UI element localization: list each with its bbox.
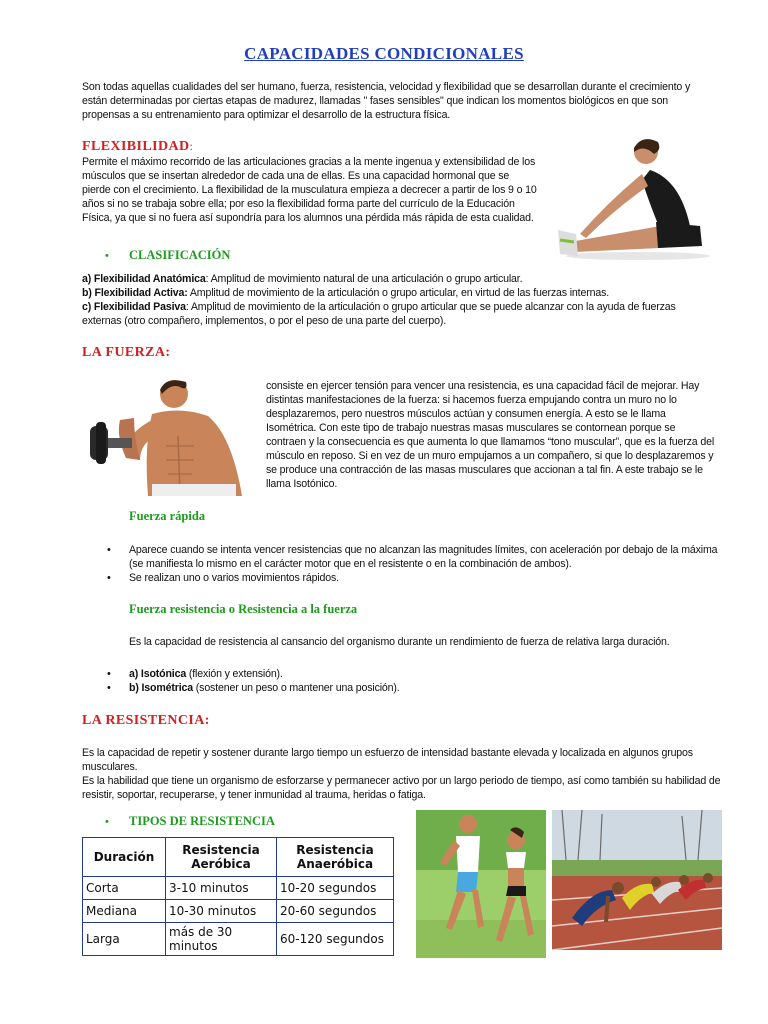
- tipos-resistencia-heading: • TIPOS DE RESISTENCIA: [129, 814, 275, 829]
- table-cell: 10-20 segundos: [277, 877, 394, 900]
- item-term: b) Flexibilidad Activa:: [82, 287, 188, 299]
- item-desc: (flexión y extensión).: [186, 668, 283, 680]
- flexibilidad-item-anatomica: [82, 272, 714, 286]
- table-cell: 10-30 minutos: [166, 900, 277, 923]
- sprinters-start-image: [552, 810, 722, 950]
- fuerza-rapida-list: [129, 543, 719, 585]
- fuerza-resistencia-paragraph: Es la capacidad de resistencia al cansancio del organismo durante un rendimiento de fuerza de relativa larga duración.: [129, 636, 670, 648]
- resistencia-paragraph-1: Es la capacidad de repetir y sostener durante largo tiempo un esfuerzo de intensidad bastante elevada y localizada en algunos grupos musculares.: [82, 747, 693, 773]
- flexibilidad-paragraph: Permite el máximo recorrido de las articulaciones gracias a la mente ingenua y extensibilidad de los músculos que se insertan alrededor de cada una de ellas. Es una capacidad hormonal que se pierde con el crecimiento. La flexibilidad de la musculatura empieza a decrecer a partir de los 9 o 10 años si no se trabaja sobre ella; por eso la flexibilidad forma parte del currículo de la Educación Física, ya que si no fuera así supondría para los alumnos una pérdida más rápida de esta cualidad.: [82, 156, 537, 224]
- muscular-man-dumbbell-image: [82, 376, 256, 496]
- resistencia-paragraph-2: Es la habilidad que tiene un organismo de esforzarse y permanecer activo por un largo periodo de tiempo, así como también su habilidad de resistir, soportar, recuperarse, y tener inmunidad al trauma, heridas o fatiga.: [82, 775, 721, 801]
- table-header-row: [83, 838, 394, 877]
- fuerza-rapida-heading: Fuerza rápida: [129, 509, 206, 523]
- flexibilidad-heading-text: FLEXIBILIDAD: [82, 139, 190, 154]
- table-cell: 3-10 minutos: [166, 877, 277, 900]
- item-term: c) Flexibilidad Pasiva: [82, 301, 186, 313]
- flexibilidad-item-activa: [82, 286, 714, 300]
- flexibilidad-list: [82, 272, 714, 328]
- clasificacion-heading: • CLASIFICACIÓN: [129, 248, 230, 263]
- resistencia-heading: LA RESISTENCIA:: [82, 713, 210, 728]
- fuerza-types-list: [129, 667, 719, 695]
- table-cell: 60-120 segundos: [277, 923, 394, 956]
- item-desc: Amplitud de movimiento de la articulación o grupo articular, en virtud de las fuerzas internas.: [187, 287, 610, 299]
- fuerza-resistencia-heading: Fuerza resistencia o Resistencia a la fuerza: [129, 602, 358, 616]
- table-row: [83, 877, 394, 900]
- flexibilidad-heading: [82, 139, 193, 155]
- table-row: [83, 923, 394, 956]
- stretching-woman-image: [550, 130, 710, 262]
- list-item: [129, 681, 719, 695]
- table-cell: Larga: [83, 923, 166, 956]
- flexibilidad-item-pasiva: [82, 300, 714, 328]
- list-item: [129, 667, 719, 681]
- table-header-cell: Resistencia Anaeróbica: [277, 838, 394, 877]
- list-item: • Se realizan uno o varios movimientos rápidos.: [129, 571, 719, 585]
- table-header-cell: Resistencia Aeróbica: [166, 838, 277, 877]
- page-title: CAPACIDADES CONDICIONALES: [244, 44, 524, 63]
- table-cell: más de 30 minutos: [166, 923, 277, 956]
- item-desc: : Amplitud de movimiento natural de una articulación o grupo articular.: [205, 273, 523, 285]
- table-cell: Corta: [83, 877, 166, 900]
- table-cell: Mediana: [83, 900, 166, 923]
- intro-paragraph: Son todas aquellas cualidades del ser humano, fuerza, resistencia, velocidad y flexibilidad que se desarrollan durante el crecimiento y están determinadas por ciertas etapas de madurez, llamadas " fases sensibles" que indican los momentos biológicos en que son propensas a su entrenamiento para optimizar el desarrollo de la estructura física.: [82, 81, 691, 121]
- fuerza-paragraph: consiste en ejercer tensión para vencer una resistencia, es una capacidad fácil de mejorar. Hay distintas manifestaciones de la fuerza: si hacemos fuerza empujando contra un muro no lo desplazaremos, pero nuestros músculos actúan y consumen energía. A esto se le llama Isométrica. Con este tipo de trabajo nuestras masas musculares se contornean porque se contraen y la consecuencia es que aumenta lo que llamamos “tono muscular”, que es la fuerza del músculo en reposo. Si en vez de un muro empujamos a un compañero, si que lo desplazaremos y se produce una contracción de las masas musculares que accionan a tal fin. A este trabajo se le llama Isotónico.: [266, 380, 715, 490]
- item-term: b) Isométrica: [129, 682, 193, 694]
- item-desc: (sostener un peso o mantener una posición).: [193, 682, 400, 694]
- item-term: a) Flexibilidad Anatómica: [82, 273, 206, 285]
- table-header-cell: Duración: [83, 838, 166, 877]
- table-cell: 20-60 segundos: [277, 900, 394, 923]
- list-item: • Aparece cuando se intenta vencer resistencias que no alcanzan las magnitudes límites, con aceleración por debajo de la máxima (se manifiesta lo mismo en el carácter motor que en el resistente o en la combinación de ambos).: [129, 543, 719, 571]
- resistencia-table: [82, 837, 394, 956]
- running-couple-image: [416, 810, 546, 958]
- item-desc: : Amplitud de movimiento de la articulación o grupo articular que se puede alcanzar con la ayuda de fuerzas externas (otro compañero, implementos, o por el peso de una parte del cuerpo).: [82, 301, 676, 327]
- resistencia-table-wrapper: [82, 837, 394, 956]
- fuerza-heading: LA FUERZA:: [82, 345, 171, 360]
- table-row: [83, 900, 394, 923]
- item-term: a) Isotónica: [129, 668, 187, 680]
- flexibilidad-heading-colon: :: [189, 139, 194, 153]
